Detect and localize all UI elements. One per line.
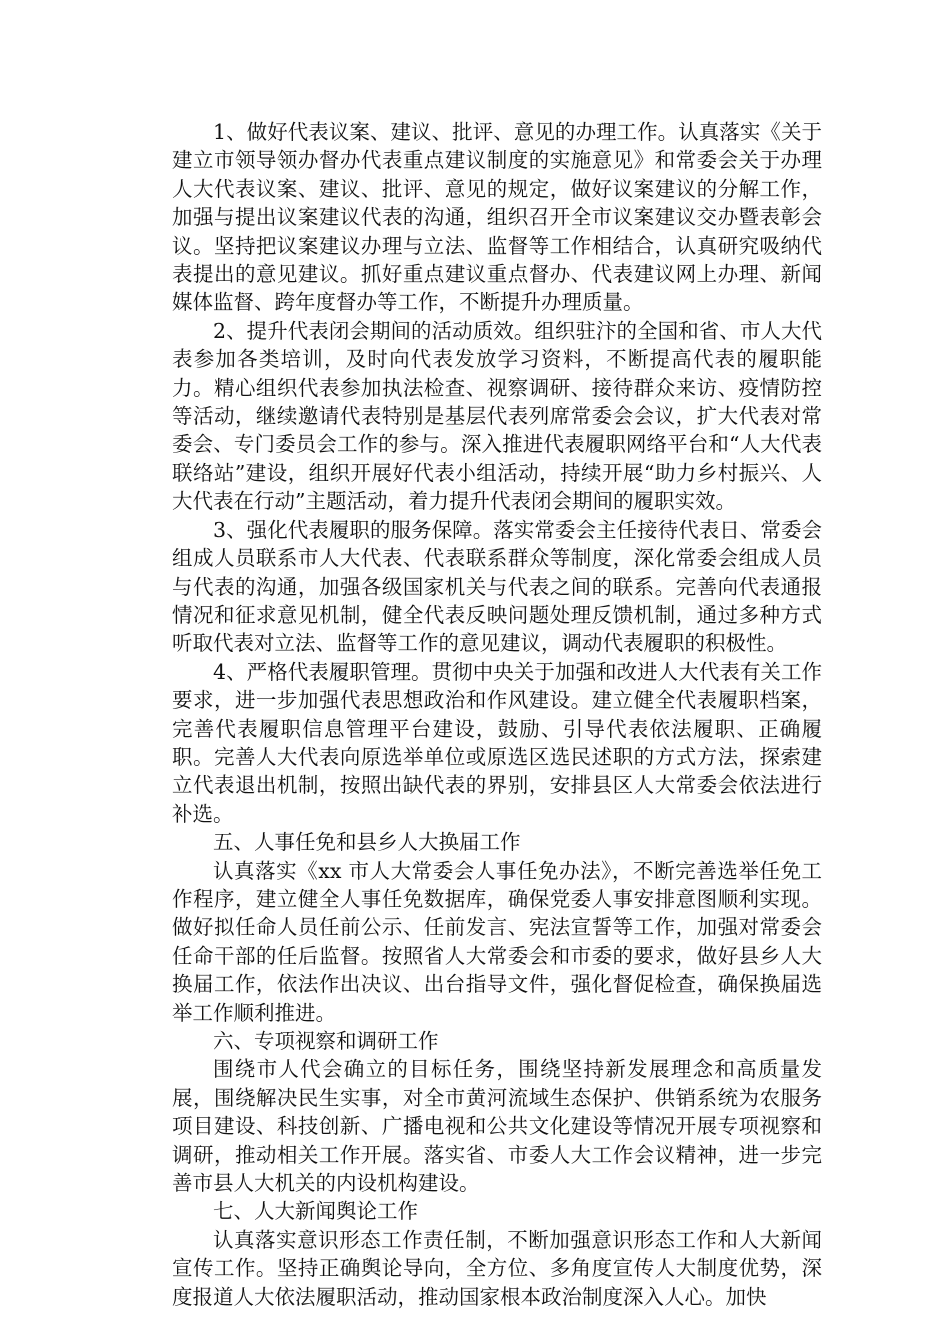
- section-heading-appointments: 五、人事任免和县乡人大换届工作: [213, 830, 521, 855]
- paragraph-duty-management: 4、严格代表履职管理。贯彻中央关于加强和改进人大代表有关工作要求，进一步加强代表思想政治和作风建设。建立健全代表履职档案，完善代表履职信息管理平台建设，鼓励、引导代表依法履职、正确履职。完善人大代表向原选举单位或原选区选民述职的方式方法，探索建立代表退出机制，按照出缺代表的界别，安排县区人大常委会依法进行补选。: [172, 659, 822, 826]
- paragraph-recess-activities: 2、提升代表闭会期间的活动质效。组织驻汴的全国和省、市人大代表参加各类培训，及时向代表发放学习资料，不断提高代表的履职能力。精心组织代表参加执法检查、视察调研、接待群众来访、疫情防控等活动，继续邀请代表特别是基层代表列席常委会会议，扩大代表对常委会、专门委员会工作的参与。深入推进代表履职网络平台和“人大代表联络站”建设，组织开展好代表小组活动，持续开展“助力乡村振兴、人大代表在行动”主题活动，着力提升代表闭会期间的履职实效。: [172, 318, 822, 514]
- section-heading-inspection: 六、专项视察和调研工作: [213, 1029, 439, 1053]
- document-body: [172, 118, 822, 1311]
- paragraph-service-guarantee: 3、强化代表履职的服务保障。落实常委会主任接待代表日、常委会组成人员联系市人大代表、代表联系群众等制度，深化常委会组成人员与代表的沟通，加强各级国家机关与代表之间的联系。完善向代表通报情况和征求意见机制，健全代表反映问题处理反馈机制，通过多种方式听取代表对立法、监督等工作的意见建议，调动代表履职的积极性。: [172, 517, 822, 656]
- paragraph-inspection: 围绕市人代会确立的目标任务，围绕坚持新发展理念和高质量发展，围绕解决民生实事，对全市黄河流域生态保护、供销系统为农服务项目建设、科技创新、广播电视和公共文化建设等情况开展专项视察和调研，推动相关工作开展。落实省、市委人大工作会议精神，进一步完善市县人大机关的内设机构建设。: [172, 1057, 822, 1196]
- paragraph-representative-proposals: 1、做好代表议案、建议、批评、意见的办理工作。认真落实《关于建立市领导领办督办代表重点建议制度的实施意见》和常委会关于办理人大代表议案、建议、批评、意见的规定，做好议案建议的分解工作，加强与提出议案建议代表的沟通，组织召开全市议案建议交办暨表彰会议。坚持把议案建议办理与立法、监督等工作相结合，认真研究吸纳代表提出的意见建议。抓好重点建议重点督办、代表建议网上办理、新闻媒体监督、跨年度督办等工作，不断提升办理质量。: [172, 120, 822, 315]
- paragraph-news: 认真落实意识形态工作责任制，不断加强意识形态工作和人大新闻宣传工作。坚持正确舆论导向，全方位、多角度宣传人大制度优势，深度报道人大依法履职活动，推动国家根本政治制度深入人心。加快: [172, 1227, 822, 1309]
- section-heading-news: 七、人大新闻舆论工作: [213, 1199, 418, 1224]
- paragraph-appointments: 认真落实《xx 市人大常委会人事任免办法》，不断完善选举任免工作程序，建立健全人事任免数据库，确保党委人事安排意图顺利实现。做好拟任命人员任前公示、任前发言、宪法宣誓等工作，加强对常委会任命干部的任后监督。按照省人大常委会和市委的要求，做好县乡人大换届工作，依法作出决议、出台指导文件，强化督促检查，确保换届选举工作顺利推进。: [172, 858, 822, 1025]
